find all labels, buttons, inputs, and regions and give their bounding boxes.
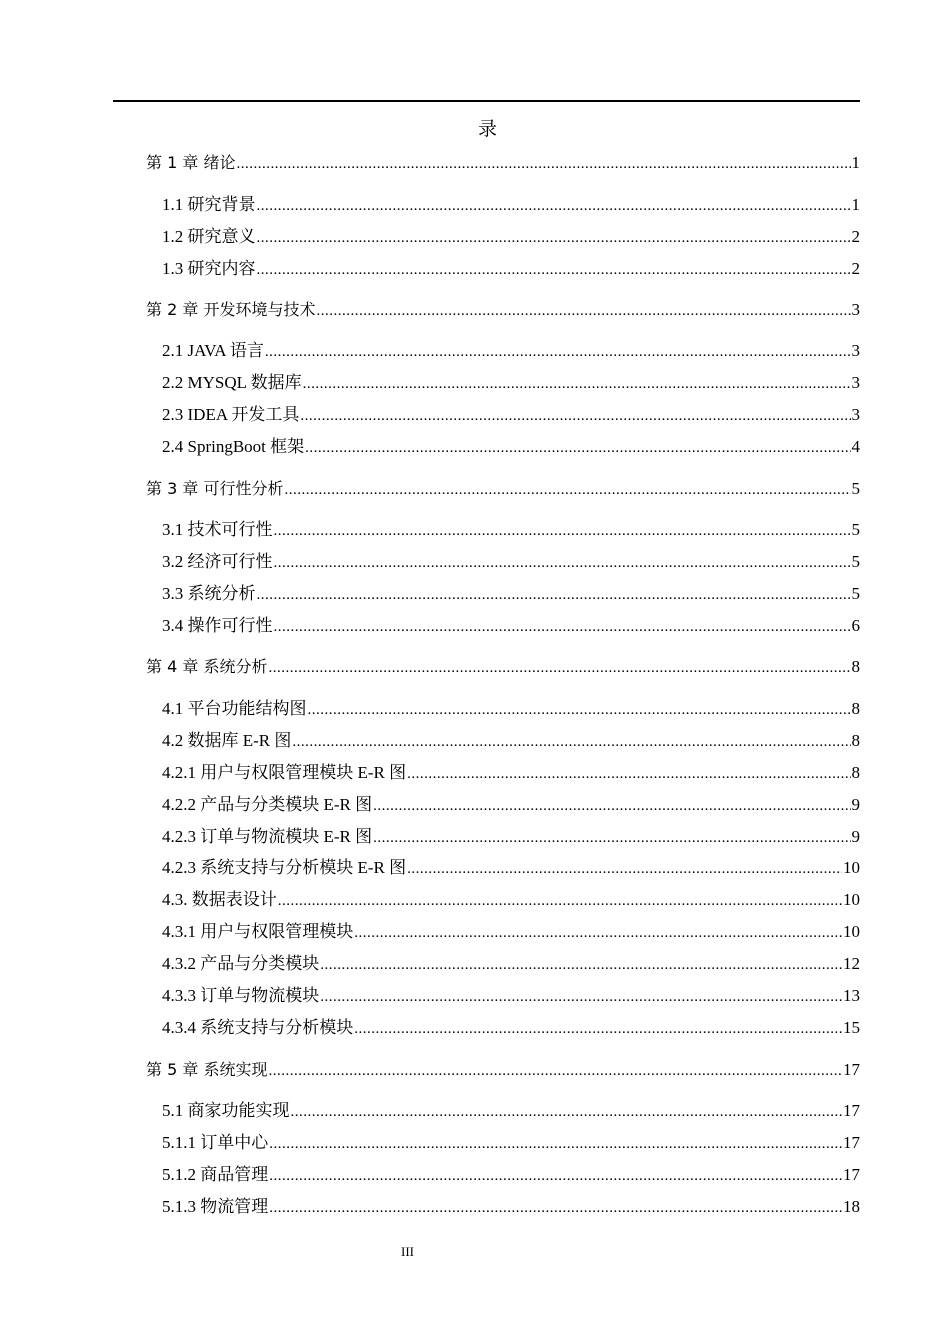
toc-entry-label: 1.3 研究内容 — [162, 259, 256, 278]
page-number: III — [401, 1244, 414, 1259]
toc-entry-label: 4.1 平台功能结构图 — [162, 699, 307, 718]
toc-entry-page: 6 — [851, 616, 860, 635]
toc-leader-dots — [257, 584, 851, 606]
toc-leader-dots — [268, 657, 850, 679]
toc-entry-page: 3 — [851, 300, 860, 319]
toc-section-entry[interactable] — [162, 551, 860, 573]
toc-section-entry[interactable] — [162, 615, 860, 637]
toc-section-entry[interactable] — [162, 985, 860, 1007]
toc-entry-page: 5 — [851, 479, 860, 498]
toc-entry-label: 第 2 章 开发环境与技术 — [146, 300, 316, 319]
toc-entry-page: 15 — [843, 1018, 860, 1037]
toc-entry-page: 2 — [851, 227, 860, 246]
toc-section-entry[interactable] — [162, 340, 860, 362]
toc-entry-page: 10 — [843, 922, 860, 941]
toc-entry-page: 2 — [851, 259, 860, 278]
toc-section-entry[interactable] — [162, 1132, 860, 1154]
toc-chapter-entry[interactable] — [146, 299, 860, 321]
toc-leader-dots — [268, 1060, 842, 1082]
toc-section-entry[interactable] — [162, 921, 860, 943]
toc-entry-label: 4.2 数据库 E-R 图 — [162, 731, 292, 750]
toc-entry-label: 5.1.2 商品管理 — [162, 1165, 269, 1184]
toc-section-entry[interactable] — [162, 730, 860, 752]
toc-entry-page: 13 — [843, 986, 860, 1005]
toc-entry-page: 5 — [851, 552, 860, 571]
toc-entry-label: 第 4 章 系统分析 — [146, 657, 268, 676]
toc-entry-label: 4.3.1 用户与权限管理模块 — [162, 922, 354, 941]
toc-leader-dots — [407, 763, 850, 785]
toc-leader-dots — [265, 341, 851, 363]
toc-section-entry[interactable] — [162, 1196, 860, 1218]
toc-leader-dots — [308, 699, 851, 721]
toc-entry-page: 10 — [843, 890, 860, 909]
toc-entry-label: 4.2.1 用户与权限管理模块 E-R 图 — [162, 763, 407, 782]
toc-entry-label: 4.2.2 产品与分类模块 E-R 图 — [162, 795, 373, 814]
toc-entry-page: 9 — [851, 795, 860, 814]
toc-leader-dots — [320, 954, 842, 976]
toc-entry-page: 17 — [843, 1165, 860, 1184]
toc-section-entry[interactable] — [162, 1100, 860, 1122]
toc-section-entry[interactable] — [162, 519, 860, 541]
toc-entry-label: 4.3.4 系统支持与分析模块 — [162, 1018, 354, 1037]
toc-entry-page: 18 — [843, 1197, 860, 1216]
toc-section-entry[interactable] — [162, 1017, 860, 1039]
toc-entry-page: 8 — [851, 731, 860, 750]
toc-entry-page: 8 — [851, 699, 860, 718]
toc-leader-dots — [354, 922, 842, 944]
toc-section-entry[interactable] — [162, 436, 860, 458]
toc-leader-dots — [303, 373, 851, 395]
toc-entry-page: 5 — [851, 584, 860, 603]
toc-entry-page: 3 — [851, 405, 860, 424]
toc-entry-label: 2.1 JAVA 语言 — [162, 341, 264, 360]
toc-leader-dots — [257, 227, 851, 249]
toc-entry-page: 4 — [851, 437, 860, 456]
toc-section-entry[interactable] — [162, 372, 860, 394]
toc-leader-dots — [291, 1101, 843, 1123]
toc-entry-label: 4.2.3 系统支持与分析模块 E-R 图 — [162, 858, 407, 877]
toc-section-entry[interactable] — [162, 889, 860, 911]
toc-entry-page: 17 — [843, 1101, 860, 1120]
toc-leader-dots — [305, 437, 850, 459]
toc-chapter-entry[interactable] — [146, 478, 860, 500]
toc-section-entry[interactable] — [162, 953, 860, 975]
toc-leader-dots — [269, 1197, 842, 1219]
toc-entry-page: 9 — [851, 827, 860, 846]
toc-section-entry[interactable] — [162, 698, 860, 720]
toc-leader-dots — [320, 986, 842, 1008]
toc-entry-label: 3.4 操作可行性 — [162, 616, 273, 635]
toc-leader-dots — [354, 1018, 842, 1040]
toc-leader-dots — [236, 153, 850, 175]
toc-chapter-entry[interactable] — [146, 152, 860, 174]
toc-section-entry[interactable] — [162, 583, 860, 605]
toc-entry-label: 第 5 章 系统实现 — [146, 1060, 268, 1079]
toc-leader-dots — [269, 1165, 842, 1187]
toc-leader-dots — [274, 552, 851, 574]
toc-entry-label: 2.3 IDEA 开发工具 — [162, 405, 300, 424]
toc-entry-label: 1.2 研究意义 — [162, 227, 256, 246]
toc-chapter-entry[interactable] — [146, 656, 860, 678]
toc-leader-dots — [373, 827, 850, 849]
toc-section-entry[interactable] — [162, 794, 860, 816]
toc-section-entry[interactable] — [162, 762, 860, 784]
toc-leader-dots — [274, 616, 851, 638]
toc-entry-page: 12 — [843, 954, 860, 973]
toc-entry-page: 17 — [843, 1060, 860, 1079]
toc-title: 录 — [477, 119, 497, 140]
toc-section-entry[interactable] — [162, 226, 860, 248]
toc-leader-dots — [278, 890, 842, 912]
toc-leader-dots — [257, 195, 851, 217]
toc-leader-dots — [407, 858, 842, 880]
toc-leader-dots — [292, 731, 850, 753]
toc-section-entry[interactable] — [162, 404, 860, 426]
toc-entry-page: 8 — [851, 657, 860, 676]
toc-entry-label: 4.3. 数据表设计 — [162, 890, 277, 909]
toc-entry-label: 第 3 章 可行性分析 — [146, 479, 284, 498]
toc-section-entry[interactable] — [162, 1164, 860, 1186]
toc-leader-dots — [316, 300, 850, 322]
toc-leader-dots — [300, 405, 850, 427]
toc-section-entry[interactable] — [162, 194, 860, 216]
toc-chapter-entry[interactable] — [146, 1059, 860, 1081]
toc-entry-label: 4.2.3 订单与物流模块 E-R 图 — [162, 827, 373, 846]
toc-entry-label: 1.1 研究背景 — [162, 195, 256, 214]
toc-leader-dots — [257, 259, 851, 281]
toc-entry-label: 4.3.2 产品与分类模块 — [162, 954, 320, 973]
toc-leader-dots — [269, 1133, 842, 1155]
toc-entry-page: 8 — [851, 763, 860, 782]
toc-entry-label: 5.1.3 物流管理 — [162, 1197, 269, 1216]
toc-entry-label: 5.1.1 订单中心 — [162, 1133, 269, 1152]
toc-entry-label: 2.2 MYSQL 数据库 — [162, 373, 302, 392]
toc-entry-label: 4.3.3 订单与物流模块 — [162, 986, 320, 1005]
toc-leader-dots — [373, 795, 850, 817]
toc-entry-page: 3 — [851, 341, 860, 360]
toc-entry-label: 5.1 商家功能实现 — [162, 1101, 290, 1120]
toc-entry-label: 3.3 系统分析 — [162, 584, 256, 603]
toc-leader-dots — [274, 520, 851, 542]
toc-entry-page: 1 — [851, 153, 860, 172]
toc-entry-page: 10 — [843, 858, 860, 877]
toc-section-entry[interactable] — [162, 826, 860, 848]
toc-leader-dots — [284, 479, 850, 501]
toc-section-entry[interactable] — [162, 857, 860, 879]
toc-entry-page: 5 — [851, 520, 860, 539]
toc-entry-label: 2.4 SpringBoot 框架 — [162, 437, 305, 456]
toc-section-entry[interactable] — [162, 258, 860, 280]
header-rule — [113, 100, 860, 102]
toc-entry-page: 3 — [851, 373, 860, 392]
toc-entry-label: 3.1 技术可行性 — [162, 520, 273, 539]
toc-entry-page: 1 — [851, 195, 860, 214]
toc-entry-page: 17 — [843, 1133, 860, 1152]
toc-entry-label: 3.2 经济可行性 — [162, 552, 273, 571]
toc-entry-label: 第 1 章 绪论 — [146, 153, 236, 172]
